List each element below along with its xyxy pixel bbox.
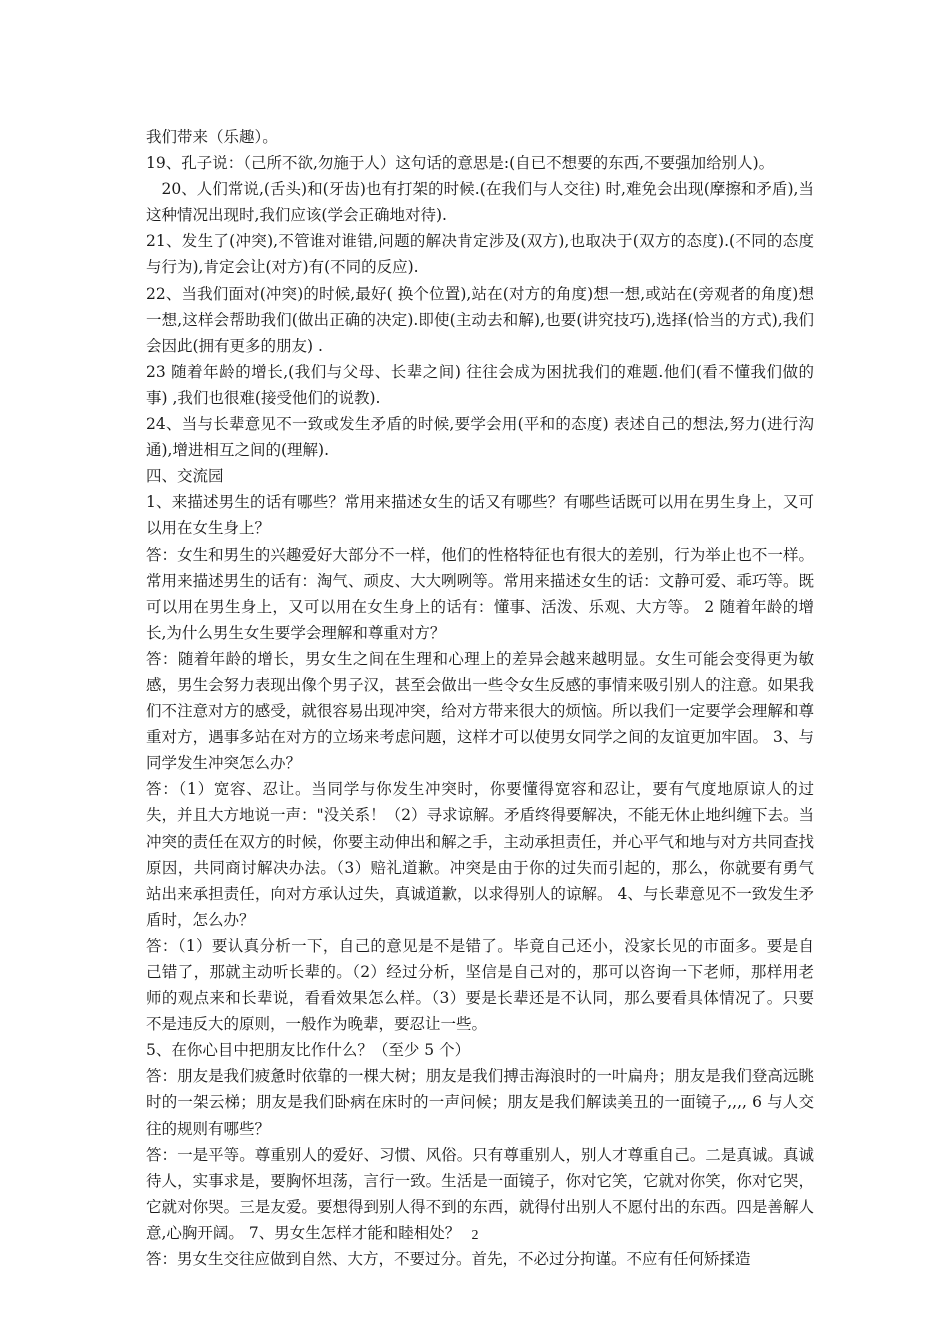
- paragraph: 19、孔子说：（己所不欲,勿施于人）这句话的意思是:(自已不想要的东西,不要强加给别人)。: [146, 154, 775, 173]
- answer: 答：女生和男生的兴趣爱好大部分不一样，他们的性格特征也有很大的差别，行为举止也不一样。常用来描述男生的话有：淘气、顽皮、大大咧咧等。常用来描述女生的话：文静可爱、乖巧等。既可以用在男生身上，又可以用在女生身上的话有：懂事、活泼、乐观、大方等。 2 随着年龄的增长,为什么男生女生要学会理解和尊重对方？: [146, 545, 814, 642]
- paragraph: 20、人们常说,(舌头)和(牙齿)也有打架的时候.(在我们与人交往) 时,难免会出现(摩擦和矛盾),当这种情况出现时,我们应该(学会正确地对待).: [146, 180, 814, 225]
- paragraph: 我们带来（乐趣）。: [146, 128, 278, 146]
- section-heading: 四、交流园: [146, 467, 224, 486]
- document-body: [146, 124, 814, 1272]
- paragraph: 21、发生了(冲突),不管谁对谁错,问题的解决肯定涉及(双方),也取决于(双方的态度).(不同的态度与行为),肯定会让(对方)有(不同的反应).: [146, 232, 814, 277]
- answer: 答：（1）要认真分析一下，自己的意见是不是错了。毕竟自己还小，没家长见的市面多。要是自己错了，那就主动听长辈的。（2）经过分析，坚信是自己对的，那可以咨询一下老师，那样用老师的观点来和长辈说，看看效果怎么样。（3）要是长辈还是不认同，那么要看具体情况了。只要不是违反大的原则，一般作为晚辈，要忍让一些。: [146, 936, 814, 1034]
- page-number: 2: [471, 1228, 479, 1243]
- paragraph: 22、当我们面对(冲突)的时候,最好( 换个位置),站在(对方的角度)想一想,或站在(旁观者的角度)想一想,这样会帮助我们(做出正确的决定).即使(主动去和解),也要(讲究技巧),选择(恰当的方式),我们会因此(拥有更多的朋友) .: [146, 284, 814, 355]
- paragraph: 24、当与长辈意见不一致或发生矛盾的时候,要学会用(平和的态度) 表述自己的想法,努力(进行沟通),增进相互之间的(理解).: [146, 415, 814, 460]
- answer: 答：随着年龄的增长，男女生之间在生理和心理上的差异会越来越明显。女生可能会变得更为敏感，男生会努力表现出像个男子汉，甚至会做出一些令女生反感的事情来吸引别人的注意。如果我们不注意对方的感受，就很容易出现冲突，给对方带来很大的烦恼。所以我们一定要学会理解和尊重对方，遇事多站在对方的立场来考虑问题，这样才可以使男女同学之间的友谊更加牢固。 3、与同学发生冲突怎么办？: [146, 649, 814, 773]
- answer: 答：一是平等。尊重别人的爱好、习惯、风俗。只有尊重别人，别人才尊重自己。二是真诚。真诚待人，实事求是，要胸怀坦荡，言行一致。生活是一面镜子，你对它笑，它就对你笑，你对它哭，它就对你哭。三是友爱。要想得到别人得不到的东西，就得付出别人不愿付出的东西。四是善解人意,心胸开阔。 7、男女生怎样才能和睦相处？: [146, 1145, 814, 1242]
- paragraph: 23 随着年龄的增长,(我们与父母、长辈之间) 往往会成为困扰我们的难题.他们(看不懂我们做的事) ,我们也很难(接受他们的说教).: [146, 362, 814, 407]
- answer: 答：男女生交往应做到自然、大方，不要过分。首先，不必过分拘谨。不应有任何矫揉造: [146, 1250, 751, 1269]
- question: 5、在你心目中把朋友比作什么？（至少 5 个）: [146, 1041, 471, 1060]
- question: 1、来描述男生的话有哪些？常用来描述女生的话又有哪些？有哪些话既可以用在男生身上，又可以用在女生身上？: [146, 493, 814, 538]
- answer: 答：（1）宽容、忍让。当同学与你发生冲突时，你要懂得宽容和忍让，要有气度地原谅人的过失，并且大方地说一声："没关系！（2）寻求谅解。矛盾终得要解决，不能无休止地纠缠下去。当冲突的责任在双方的时候，你要主动伸出和解之手，主动承担责任，并心平气和地与对方共同查找原因，共同商讨解决办法。（3）赔礼道歉。冲突是由于你的过失而引起的，那么，你就要有勇气站出来承担责任，向对方承认过失，真诚道歉，以求得别人的谅解。 4、与长辈意见不一致发生矛盾时，怎么办？: [146, 780, 814, 929]
- answer: 答：朋友是我们疲惫时依靠的一棵大树；朋友是我们搏击海浪时的一叶扁舟；朋友是我们登高远眺时的一架云梯；朋友是我们卧病在床时的一声问候；朋友是我们解读美丑的一面镜子,,,, 6 与人交往的规则有哪些？: [146, 1067, 814, 1138]
